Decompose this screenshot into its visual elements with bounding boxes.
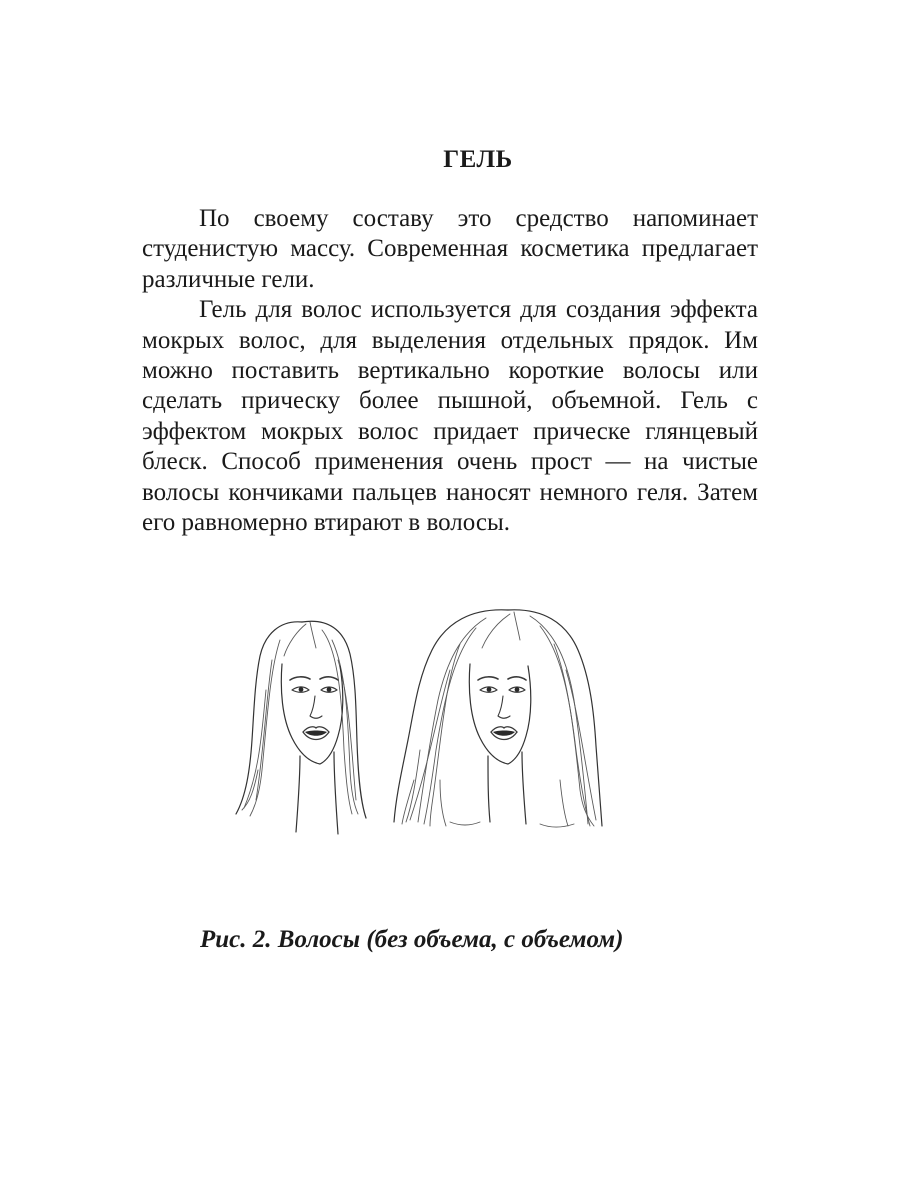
hair-comparison-drawing <box>190 600 620 870</box>
paragraph-1: По своему составу это средство напоминает студенистую массу. Современная косметика предлагает различные гели. <box>142 205 758 293</box>
figure-caption: Рис. 2. Волосы (без объема, с объемом) <box>200 926 624 953</box>
section-heading: ГЕЛЬ <box>443 146 513 173</box>
head-voluminous-hair <box>394 610 602 827</box>
body-text <box>142 204 758 538</box>
head-flat-hair <box>236 621 366 834</box>
paragraph-2: Гель для волос используется для создания эффекта мокрых волос, для выделения отдельных прядок. Им можно поставить вертикально короткие волосы или сделать прическу более пышной, объемной. Гель с эффектом мокрых волос придает прическе глянцевый блеск. Способ применения очень прост — на чистые волосы кончиками пальцев наносят немного геля. Затем его равномерно втирают в волосы. <box>142 296 758 537</box>
hair-illustration <box>190 600 620 870</box>
